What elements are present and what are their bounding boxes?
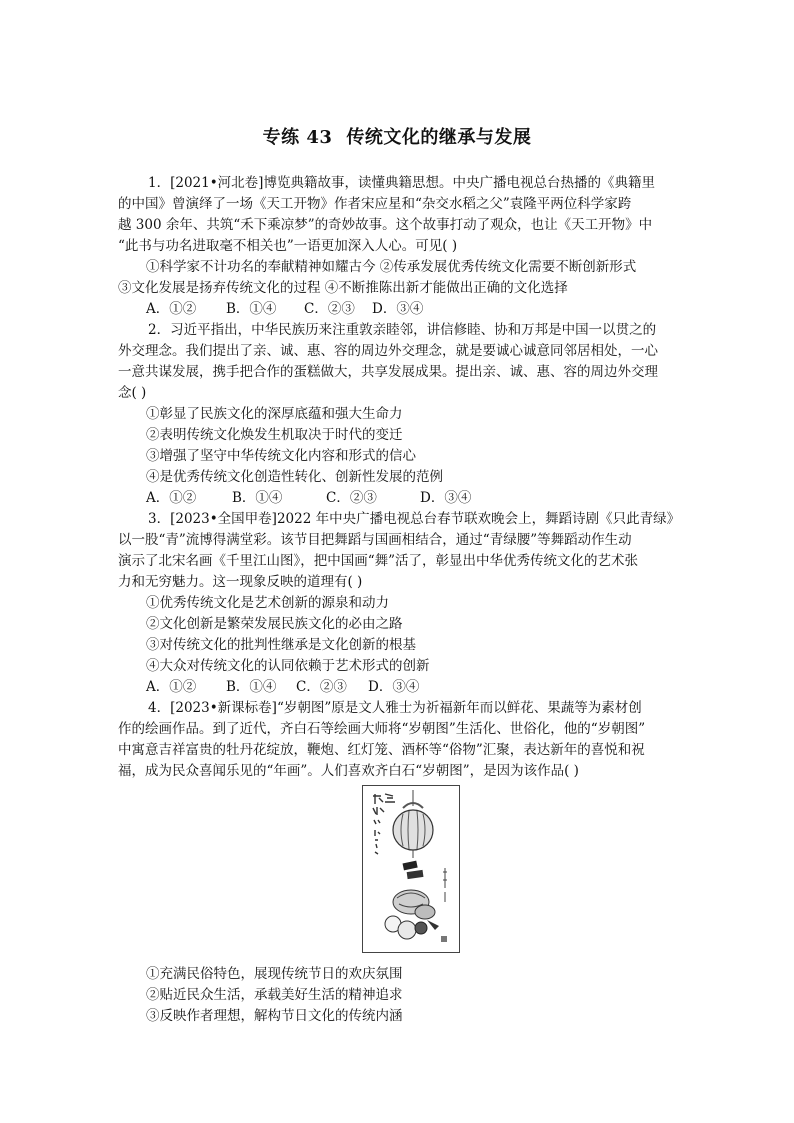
q4-line-1: 4．[2023•新课标卷]“岁朝图”原是文人雅士为祈福新年而以鲜花、果蔬等为素材创 xyxy=(148,700,642,716)
q3-line-4: 力和无穷魅力。这一现象反映的道理有( ) xyxy=(118,574,363,590)
q1-line-1: 1．[2021•河北卷]博览典籍故事，读懂典籍思想。中央广播电视总台热播的《典籍里 xyxy=(148,175,655,191)
q3-line-1: 3．[2023•全国甲卷]2022 年中央广播电视总台春节联欢晚会上，舞蹈诗剧《只此青绿》 xyxy=(148,511,681,527)
q1-line-3: 越 300 余年、共筑“禾下乘凉梦”的奇妙故事。这个故事打动了观众，也让《天工开物》中 xyxy=(118,217,653,233)
q3-item-1: ①优秀传统文化是艺术创新的源泉和动力 xyxy=(146,595,389,611)
q2-item-1: ①彰显了民族文化的深厚底蕴和强大生命力 xyxy=(146,406,403,422)
q1-option-a[interactable]: A．①② xyxy=(146,301,197,317)
q1-option-b[interactable]: B．①④ xyxy=(226,301,277,317)
q1-line-6: ③文化发展是扬弃传统文化的过程 ④不断推陈出新才能做出正确的文化选择 xyxy=(118,280,568,296)
q2-item-2: ②表明传统文化焕发生机取决于时代的变迁 xyxy=(146,427,403,443)
q2-option-b[interactable]: B．①④ xyxy=(232,490,283,506)
q4-item-2: ②贴近民众生活，承载美好生活的精神追求 xyxy=(146,987,403,1003)
q3-line-2: 以一股“青”流博得满堂彩。该节目把舞蹈与国画相结合，通过“青绿腰”等舞蹈动作生动 xyxy=(118,532,632,548)
q4-line-2: 作的绘画作品。到了近代，齐白石等绘画大师将“岁朝图”生活化、世俗化，他的“岁朝图” xyxy=(118,721,646,737)
q2-line-2: 外交理念。我们提出了亲、诚、惠、容的周边外交理念，就是要诚心诚意同邻居相处，一心 xyxy=(118,343,658,359)
q1-option-c[interactable]: C．②③ xyxy=(304,301,355,317)
q3-option-b[interactable]: B．①④ xyxy=(226,679,277,695)
q3-item-4: ④大众对传统文化的认同依赖于艺术形式的创新 xyxy=(146,658,430,674)
q4-item-1: ①充满民俗特色，展现传统节日的欢庆氛围 xyxy=(146,966,403,982)
q2-item-4: ④是优秀传统文化创造性转化、创新性发展的范例 xyxy=(146,469,443,485)
painting-figure xyxy=(362,785,460,953)
q3-item-3: ③对传统文化的批判性继承是文化创新的根基 xyxy=(146,637,416,653)
q3-item-2: ②文化创新是繁荣发展民族文化的必由之路 xyxy=(146,616,403,632)
painting-illustration xyxy=(363,786,459,952)
q3-option-c[interactable]: C．②③ xyxy=(296,679,347,695)
q2-item-3: ③增强了坚守中华传统文化内容和形式的信心 xyxy=(146,448,416,464)
q1-option-d[interactable]: D．③④ xyxy=(372,301,424,317)
q1-line-2: 的中国》曾演绎了一场《天工开物》作者宋应星和“杂交水稻之父”袁隆平两位科学家跨 xyxy=(118,196,632,212)
page-title xyxy=(0,123,794,149)
title-text: 传统文化的继承与发展 xyxy=(346,127,532,148)
q2-line-4: 念( ) xyxy=(118,385,147,401)
q2-option-c[interactable]: C．②③ xyxy=(326,490,377,506)
q4-line-4: 福，成为民众喜闻乐见的“年画”。人们喜欢齐白石“岁朝图”，是因为该作品( ) xyxy=(118,763,579,779)
q3-option-a[interactable]: A．①② xyxy=(146,679,197,695)
q1-line-5: ①科学家不计功名的奉献精神如耀古今 ②传承发展优秀传统文化需要不断创新形式 xyxy=(146,259,637,275)
q4-line-3: 中寓意吉祥富贵的牡丹花绽放，鞭炮、红灯笼、酒杯等“俗物”汇聚，表达新年的喜悦和祝 xyxy=(118,742,645,758)
q3-option-d[interactable]: D．③④ xyxy=(368,679,420,695)
q4-item-3: ③反映作者理想，解构节日文化的传统内涵 xyxy=(146,1008,403,1024)
q1-line-4: “此书与功名进取毫不相关也”一语更加深入人心。可见( ) xyxy=(118,238,458,254)
title-number: 专练 43 xyxy=(262,127,333,148)
q2-option-a[interactable]: A．①② xyxy=(146,490,197,506)
q3-line-3: 演示了北宋名画《千里江山图》，把中国画“舞”活了，彰显出中华优秀传统文化的艺术张 xyxy=(118,553,639,569)
q2-line-3: 一意共谋发展，携手把合作的蛋糕做大，共享发展成果。提出亲、诚、惠、容的周边外交理 xyxy=(118,364,658,380)
q2-option-d[interactable]: D．③④ xyxy=(420,490,472,506)
q2-line-1: 2．习近平指出，中华民族历来注重敦亲睦邻，讲信修睦、协和万邦是中国一以贯之的 xyxy=(148,322,657,338)
